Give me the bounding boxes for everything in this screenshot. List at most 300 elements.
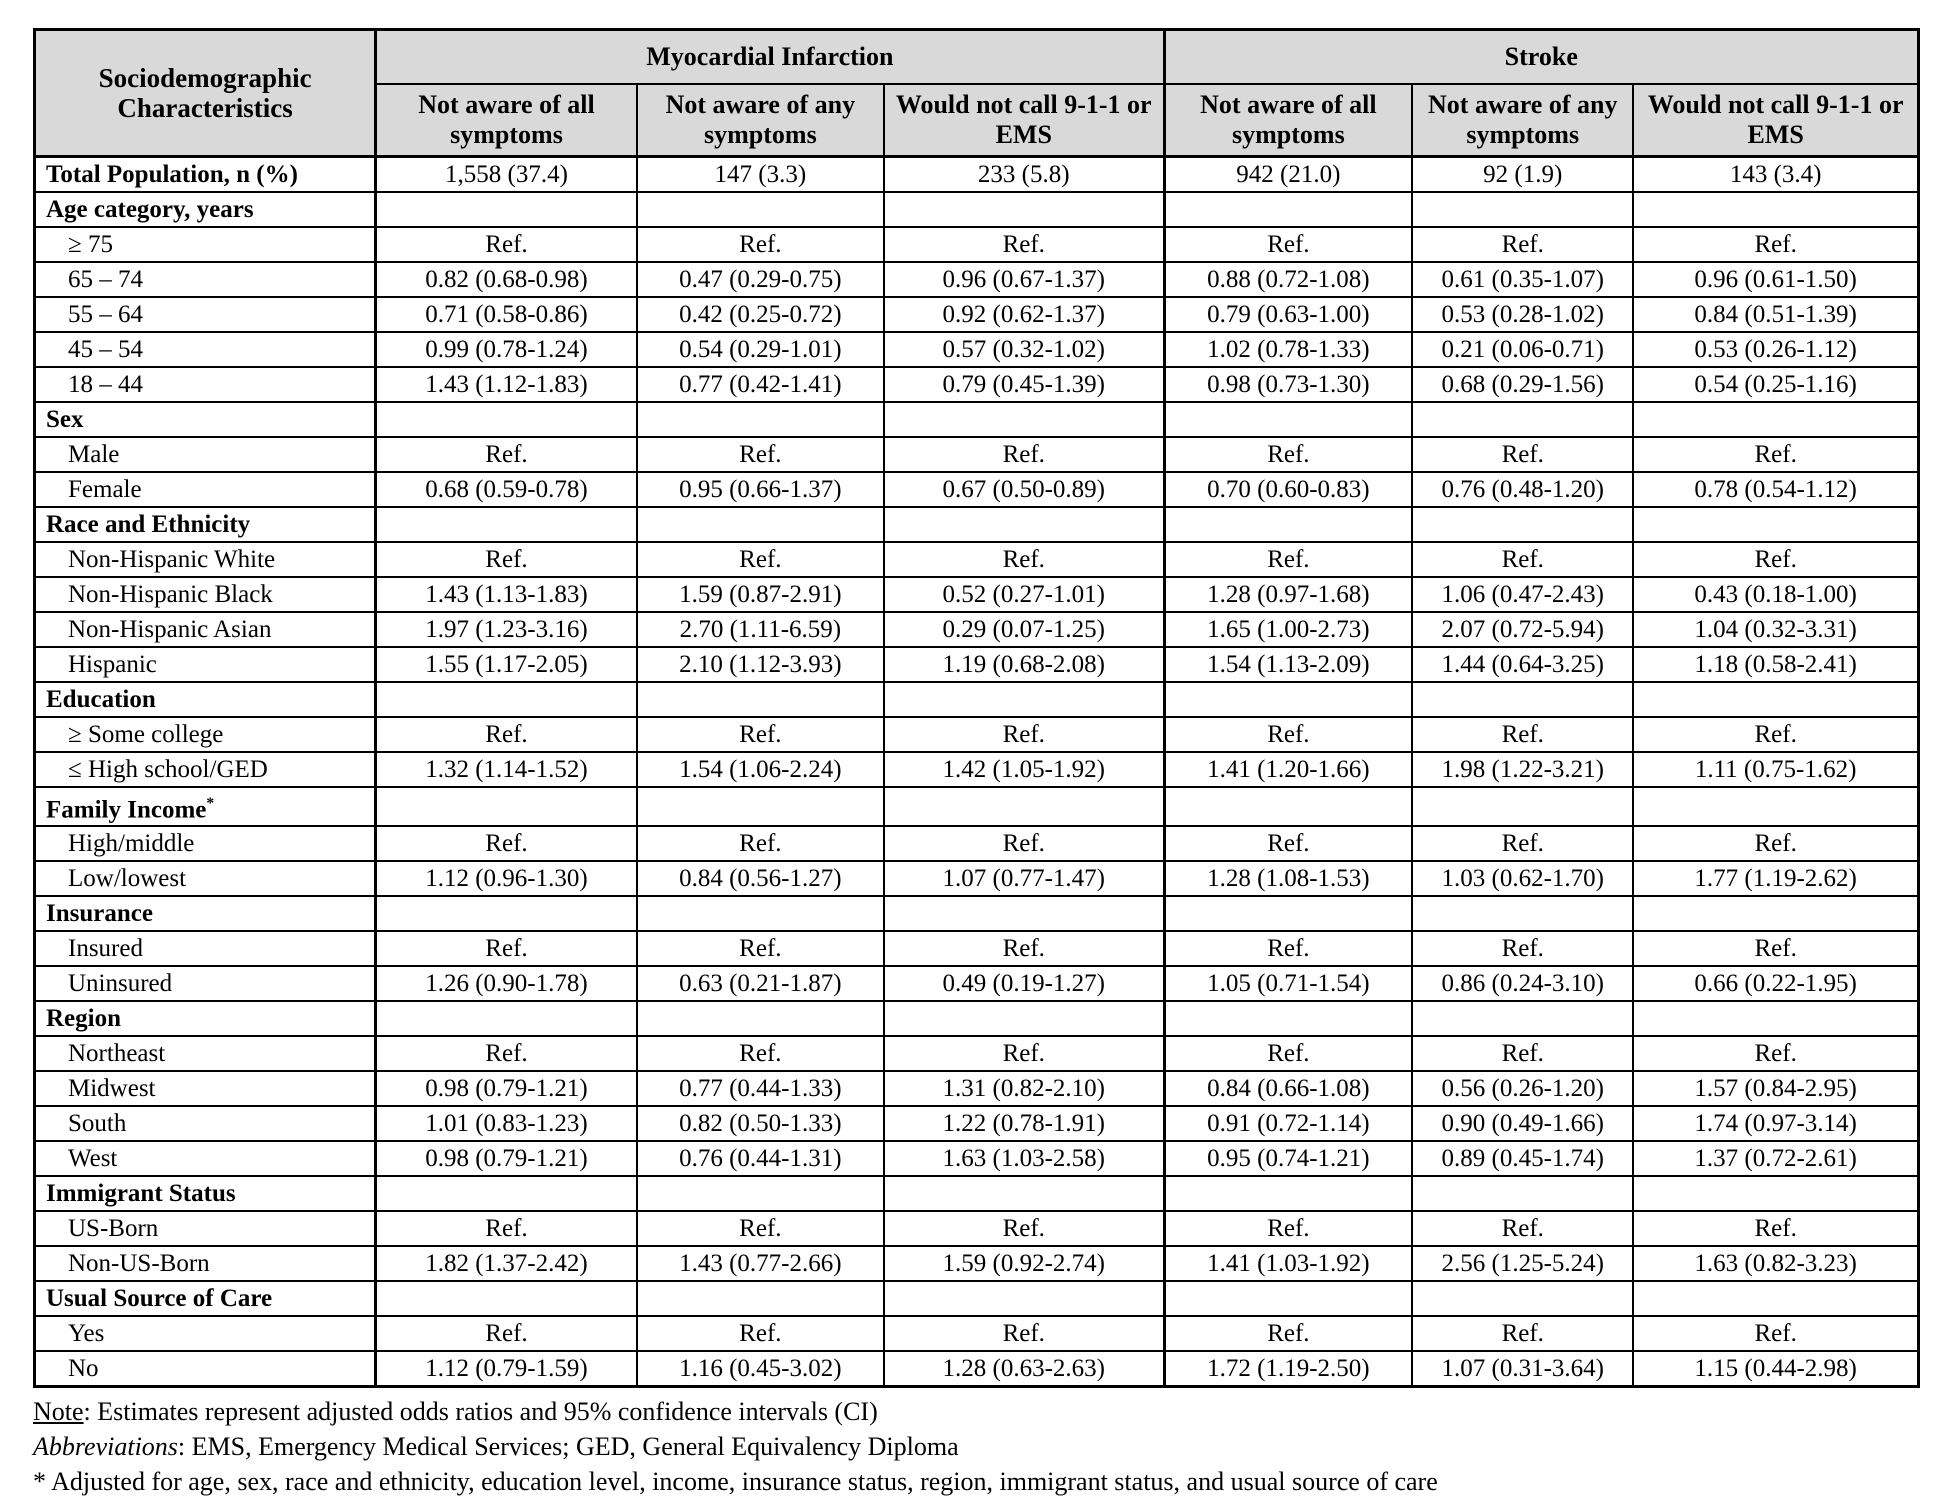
value-cell: 0.63 (0.21-1.87) (637, 966, 884, 1001)
footnote-adjustment (33, 1466, 1920, 1497)
value-cell: Ref. (1633, 826, 1918, 861)
value-cell: 2.70 (1.11-6.59) (637, 612, 884, 647)
value-cell (376, 787, 637, 826)
value-cell: Ref. (1164, 227, 1412, 262)
value-cell: Ref. (1164, 931, 1412, 966)
row-label: Total Population, n (%) (35, 157, 376, 193)
value-cell: 0.89 (0.45-1.74) (1412, 1141, 1633, 1176)
value-cell: Ref. (1164, 1316, 1412, 1351)
value-cell: 0.52 (0.27-1.01) (884, 577, 1164, 612)
value-cell (1412, 1001, 1633, 1036)
value-cell (1633, 682, 1918, 717)
column-header-mi-not-aware-all: Not aware of all symptoms (376, 84, 637, 157)
table-body (35, 157, 1919, 1387)
value-cell: Ref. (376, 437, 637, 472)
value-cell: 2.10 (1.12-3.93) (637, 647, 884, 682)
value-cell: 1.54 (1.06-2.24) (637, 752, 884, 787)
value-cell (1633, 896, 1918, 931)
value-cell: Ref. (1633, 1211, 1918, 1246)
value-cell: 1,558 (37.4) (376, 157, 637, 193)
row-label: 18 – 44 (35, 367, 376, 402)
row-label: High/middle (35, 826, 376, 861)
table-row (35, 262, 1919, 297)
value-cell: 0.21 (0.06-0.71) (1412, 332, 1633, 367)
value-cell: Ref. (376, 1316, 637, 1351)
value-cell: 1.01 (0.83-1.23) (376, 1106, 637, 1141)
value-cell: 0.84 (0.56-1.27) (637, 861, 884, 896)
table-row (35, 1141, 1919, 1176)
section-row (35, 402, 1919, 437)
corner-header: Sociodemographic Characteristics (35, 30, 376, 157)
table-row (35, 1316, 1919, 1351)
value-cell: Ref. (637, 1036, 884, 1071)
value-cell: 0.90 (0.49-1.66) (1412, 1106, 1633, 1141)
table-row (35, 612, 1919, 647)
value-cell: 0.92 (0.62-1.37) (884, 297, 1164, 332)
value-cell (1633, 1281, 1918, 1316)
value-cell: 0.54 (0.25-1.16) (1633, 367, 1918, 402)
value-cell: 1.65 (1.00-2.73) (1164, 612, 1412, 647)
value-cell: 0.42 (0.25-0.72) (637, 297, 884, 332)
value-cell: 1.22 (0.78-1.91) (884, 1106, 1164, 1141)
value-cell: 0.66 (0.22-1.95) (1633, 966, 1918, 1001)
row-label: Female (35, 472, 376, 507)
value-cell: 147 (3.3) (637, 157, 884, 193)
value-cell: 0.79 (0.45-1.39) (884, 367, 1164, 402)
value-cell (1164, 787, 1412, 826)
value-cell: 0.76 (0.48-1.20) (1412, 472, 1633, 507)
table-header (35, 30, 1919, 157)
value-cell: 0.96 (0.67-1.37) (884, 262, 1164, 297)
value-cell: Ref. (1633, 1316, 1918, 1351)
value-cell: Ref. (376, 227, 637, 262)
value-cell: 1.42 (1.05-1.92) (884, 752, 1164, 787)
value-cell (637, 682, 884, 717)
table-row (35, 826, 1919, 861)
group-header-stroke: Stroke (1164, 30, 1918, 85)
value-cell: Ref. (376, 931, 637, 966)
value-cell (1633, 1176, 1918, 1211)
value-cell: 1.28 (0.63-2.63) (884, 1351, 1164, 1387)
value-cell: Ref. (637, 1211, 884, 1246)
row-label: Sex (35, 402, 376, 437)
section-row (35, 682, 1919, 717)
row-label: Immigrant Status (35, 1176, 376, 1211)
value-cell: Ref. (637, 542, 884, 577)
value-cell: Ref. (637, 826, 884, 861)
row-label: Northeast (35, 1036, 376, 1071)
column-header-stroke-not-aware-any: Not aware of any symptoms (1412, 84, 1633, 157)
value-cell: 1.06 (0.47-2.43) (1412, 577, 1633, 612)
value-cell: 2.07 (0.72-5.94) (1412, 612, 1633, 647)
value-cell: Ref. (1412, 1036, 1633, 1071)
value-cell: 143 (3.4) (1633, 157, 1918, 193)
value-cell: 0.61 (0.35-1.07) (1412, 262, 1633, 297)
section-row (35, 192, 1919, 227)
row-label: Non-US-Born (35, 1246, 376, 1281)
value-cell: Ref. (1633, 542, 1918, 577)
value-cell: 1.12 (0.96-1.30) (376, 861, 637, 896)
value-cell: 0.56 (0.26-1.20) (1412, 1071, 1633, 1106)
value-cell (637, 507, 884, 542)
value-cell (637, 402, 884, 437)
value-cell (1164, 507, 1412, 542)
value-cell: 0.95 (0.66-1.37) (637, 472, 884, 507)
value-cell: 1.28 (0.97-1.68) (1164, 577, 1412, 612)
table-row (35, 1211, 1919, 1246)
table-row (35, 1071, 1919, 1106)
value-cell (884, 507, 1164, 542)
table-row (35, 966, 1919, 1001)
value-cell: 1.12 (0.79-1.59) (376, 1351, 637, 1387)
odds-ratio-table (33, 28, 1920, 1388)
value-cell: 0.77 (0.44-1.33) (637, 1071, 884, 1106)
value-cell (1412, 1281, 1633, 1316)
value-cell: Ref. (637, 437, 884, 472)
value-cell: 0.67 (0.50-0.89) (884, 472, 1164, 507)
table-row (35, 227, 1919, 262)
value-cell: 0.29 (0.07-1.25) (884, 612, 1164, 647)
value-cell: 1.43 (0.77-2.66) (637, 1246, 884, 1281)
footnotes (33, 1396, 1920, 1497)
value-cell: Ref. (376, 1036, 637, 1071)
value-cell: 0.53 (0.26-1.12) (1633, 332, 1918, 367)
value-cell: 1.18 (0.58-2.41) (1633, 647, 1918, 682)
value-cell: Ref. (884, 437, 1164, 472)
value-cell: 2.56 (1.25-5.24) (1412, 1246, 1633, 1281)
table-row (35, 1246, 1919, 1281)
value-cell: Ref. (884, 1211, 1164, 1246)
value-cell (1164, 192, 1412, 227)
table-row (35, 861, 1919, 896)
value-cell: Ref. (1164, 437, 1412, 472)
value-cell (376, 402, 637, 437)
table-row (35, 542, 1919, 577)
row-label: Non-Hispanic White (35, 542, 376, 577)
value-cell: 1.97 (1.23-3.16) (376, 612, 637, 647)
value-cell: Ref. (1633, 717, 1918, 752)
table-row (35, 367, 1919, 402)
table-row (35, 647, 1919, 682)
value-cell: 1.05 (0.71-1.54) (1164, 966, 1412, 1001)
value-cell: 1.28 (1.08-1.53) (1164, 861, 1412, 896)
value-cell (1633, 402, 1918, 437)
value-cell: 1.44 (0.64-3.25) (1412, 647, 1633, 682)
footnote-note-text: : Estimates represent adjusted odds ratios and 95% confidence intervals (CI) (83, 1397, 878, 1427)
value-cell: Ref. (884, 1036, 1164, 1071)
value-cell: Ref. (884, 717, 1164, 752)
section-row (35, 787, 1919, 826)
value-cell: 0.98 (0.79-1.21) (376, 1141, 637, 1176)
value-cell: 1.54 (1.13-2.09) (1164, 647, 1412, 682)
footnote-abbreviations (33, 1431, 1920, 1462)
value-cell (376, 1001, 637, 1036)
table-row (35, 157, 1919, 193)
value-cell: 0.54 (0.29-1.01) (637, 332, 884, 367)
value-cell (1412, 192, 1633, 227)
value-cell: 0.68 (0.59-0.78) (376, 472, 637, 507)
value-cell: 0.77 (0.42-1.41) (637, 367, 884, 402)
value-cell (884, 1281, 1164, 1316)
value-cell (1164, 402, 1412, 437)
value-cell: 1.63 (0.82-3.23) (1633, 1246, 1918, 1281)
value-cell: 0.88 (0.72-1.08) (1164, 262, 1412, 297)
value-cell: 1.72 (1.19-2.50) (1164, 1351, 1412, 1387)
value-cell: Ref. (1412, 826, 1633, 861)
footnote-abbreviations-prefix: Abbreviations (33, 1432, 178, 1462)
value-cell (1633, 1001, 1918, 1036)
table-row (35, 931, 1919, 966)
value-cell: 1.26 (0.90-1.78) (376, 966, 637, 1001)
value-cell: 1.55 (1.17-2.05) (376, 647, 637, 682)
table-row (35, 472, 1919, 507)
row-label: Usual Source of Care (35, 1281, 376, 1316)
value-cell: 1.43 (1.13-1.83) (376, 577, 637, 612)
value-cell: 1.04 (0.32-3.31) (1633, 612, 1918, 647)
row-label: Low/lowest (35, 861, 376, 896)
value-cell: 1.15 (0.44-2.98) (1633, 1351, 1918, 1387)
column-header-mi-not-aware-any: Not aware of any symptoms (637, 84, 884, 157)
value-cell: 1.41 (1.03-1.92) (1164, 1246, 1412, 1281)
value-cell (376, 1281, 637, 1316)
value-cell (1164, 896, 1412, 931)
value-cell (1164, 682, 1412, 717)
value-cell (884, 1176, 1164, 1211)
value-cell: 0.68 (0.29-1.56) (1412, 367, 1633, 402)
value-cell: 0.49 (0.19-1.27) (884, 966, 1164, 1001)
row-label: Non-Hispanic Black (35, 577, 376, 612)
value-cell: 1.43 (1.12-1.83) (376, 367, 637, 402)
value-cell: 233 (5.8) (884, 157, 1164, 193)
row-label: Male (35, 437, 376, 472)
row-label: Age category, years (35, 192, 376, 227)
footnote-note-prefix: Note (33, 1397, 84, 1427)
table-row (35, 1036, 1919, 1071)
row-label: Race and Ethnicity (35, 507, 376, 542)
value-cell: 0.91 (0.72-1.14) (1164, 1106, 1412, 1141)
value-cell: 0.82 (0.50-1.33) (637, 1106, 884, 1141)
value-cell: 0.79 (0.63-1.00) (1164, 297, 1412, 332)
value-cell (1633, 192, 1918, 227)
value-cell (1164, 1281, 1412, 1316)
value-cell: 1.02 (0.78-1.33) (1164, 332, 1412, 367)
value-cell: Ref. (1412, 931, 1633, 966)
value-cell: 0.84 (0.66-1.08) (1164, 1071, 1412, 1106)
value-cell: Ref. (884, 227, 1164, 262)
section-row (35, 1176, 1919, 1211)
value-cell (376, 1176, 637, 1211)
value-cell (637, 192, 884, 227)
value-cell: Ref. (1633, 437, 1918, 472)
value-cell: 1.37 (0.72-2.61) (1633, 1141, 1918, 1176)
section-row (35, 1281, 1919, 1316)
value-cell: 0.53 (0.28-1.02) (1412, 297, 1633, 332)
value-cell: 0.96 (0.61-1.50) (1633, 262, 1918, 297)
value-cell: 1.59 (0.92-2.74) (884, 1246, 1164, 1281)
value-cell (637, 787, 884, 826)
value-cell: Ref. (1633, 931, 1918, 966)
value-cell (1412, 682, 1633, 717)
value-cell: 0.98 (0.73-1.30) (1164, 367, 1412, 402)
value-cell (637, 1281, 884, 1316)
value-cell (376, 507, 637, 542)
column-header-mi-would-not-call: Would not call 9-1-1 or EMS (884, 84, 1164, 157)
table-row (35, 297, 1919, 332)
row-label: 65 – 74 (35, 262, 376, 297)
table-row (35, 717, 1919, 752)
value-cell (1633, 787, 1918, 826)
value-cell: 1.82 (1.37-2.42) (376, 1246, 637, 1281)
row-label: Yes (35, 1316, 376, 1351)
value-cell: Ref. (1412, 1211, 1633, 1246)
value-cell: Ref. (376, 826, 637, 861)
value-cell (1633, 507, 1918, 542)
value-cell: 942 (21.0) (1164, 157, 1412, 193)
footnote-adjustment-prefix: * (33, 1467, 46, 1497)
value-cell (376, 682, 637, 717)
value-cell: 1.63 (1.03-2.58) (884, 1141, 1164, 1176)
value-cell (376, 896, 637, 931)
value-cell: Ref. (1412, 717, 1633, 752)
value-cell: Ref. (1164, 826, 1412, 861)
value-cell (884, 896, 1164, 931)
value-cell: 0.98 (0.79-1.21) (376, 1071, 637, 1106)
value-cell (884, 787, 1164, 826)
value-cell: Ref. (1633, 1036, 1918, 1071)
value-cell (884, 1001, 1164, 1036)
value-cell: 0.86 (0.24-3.10) (1412, 966, 1633, 1001)
value-cell: Ref. (884, 1316, 1164, 1351)
row-label: Hispanic (35, 647, 376, 682)
value-cell: 1.07 (0.77-1.47) (884, 861, 1164, 896)
row-label: Education (35, 682, 376, 717)
value-cell: Ref. (637, 717, 884, 752)
value-cell (884, 402, 1164, 437)
column-header-stroke-not-aware-all: Not aware of all symptoms (1164, 84, 1412, 157)
value-cell: 1.16 (0.45-3.02) (637, 1351, 884, 1387)
row-label: 45 – 54 (35, 332, 376, 367)
value-cell (1412, 507, 1633, 542)
value-cell: 1.19 (0.68-2.08) (884, 647, 1164, 682)
row-label: ≥ Some college (35, 717, 376, 752)
value-cell: Ref. (884, 826, 1164, 861)
value-cell: Ref. (1633, 227, 1918, 262)
value-cell (884, 682, 1164, 717)
value-cell: Ref. (376, 542, 637, 577)
row-label: US-Born (35, 1211, 376, 1246)
value-cell: 0.47 (0.29-0.75) (637, 262, 884, 297)
row-label: 55 – 64 (35, 297, 376, 332)
value-cell: 0.71 (0.58-0.86) (376, 297, 637, 332)
row-label: Non-Hispanic Asian (35, 612, 376, 647)
value-cell: Ref. (1412, 227, 1633, 262)
footnote-note (33, 1396, 1920, 1427)
value-cell: Ref. (1164, 717, 1412, 752)
value-cell (637, 1176, 884, 1211)
row-label: Region (35, 1001, 376, 1036)
row-label: Midwest (35, 1071, 376, 1106)
table-row (35, 332, 1919, 367)
value-cell: Ref. (637, 1316, 884, 1351)
value-cell: 1.31 (0.82-2.10) (884, 1071, 1164, 1106)
value-cell: Ref. (1164, 542, 1412, 577)
table-row (35, 1351, 1919, 1387)
value-cell (376, 192, 637, 227)
value-cell: 1.59 (0.87-2.91) (637, 577, 884, 612)
value-cell: Ref. (637, 931, 884, 966)
value-cell: 1.77 (1.19-2.62) (1633, 861, 1918, 896)
section-row (35, 1001, 1919, 1036)
section-row (35, 507, 1919, 542)
row-label: ≤ High school/GED (35, 752, 376, 787)
row-label: Uninsured (35, 966, 376, 1001)
section-row (35, 896, 1919, 931)
value-cell: 92 (1.9) (1412, 157, 1633, 193)
value-cell (637, 1001, 884, 1036)
value-cell: Ref. (1412, 1316, 1633, 1351)
row-label: ≥ 75 (35, 227, 376, 262)
value-cell (1412, 787, 1633, 826)
column-header-stroke-would-not-call: Would not call 9-1-1 or EMS (1633, 84, 1918, 157)
value-cell (1164, 1176, 1412, 1211)
value-cell: Ref. (1412, 542, 1633, 577)
value-cell: Ref. (1164, 1211, 1412, 1246)
value-cell (1412, 402, 1633, 437)
table-row (35, 437, 1919, 472)
group-header-row (35, 30, 1919, 85)
value-cell (884, 192, 1164, 227)
value-cell: Ref. (884, 931, 1164, 966)
value-cell (1412, 1176, 1633, 1211)
value-cell: 0.82 (0.68-0.98) (376, 262, 637, 297)
value-cell: Ref. (1412, 437, 1633, 472)
value-cell: 1.41 (1.20-1.66) (1164, 752, 1412, 787)
value-cell (1164, 1001, 1412, 1036)
value-cell (637, 896, 884, 931)
value-cell: Ref. (376, 1211, 637, 1246)
value-cell: 0.43 (0.18-1.00) (1633, 577, 1918, 612)
row-label: Family Income* (35, 787, 376, 826)
value-cell: 0.70 (0.60-0.83) (1164, 472, 1412, 507)
value-cell: 1.98 (1.22-3.21) (1412, 752, 1633, 787)
table-row (35, 577, 1919, 612)
row-label: Insurance (35, 896, 376, 931)
value-cell: 1.32 (1.14-1.52) (376, 752, 637, 787)
value-cell (1412, 896, 1633, 931)
value-cell: Ref. (637, 227, 884, 262)
value-cell: 1.11 (0.75-1.62) (1633, 752, 1918, 787)
row-label: South (35, 1106, 376, 1141)
table-row (35, 1106, 1919, 1141)
value-cell: 1.74 (0.97-3.14) (1633, 1106, 1918, 1141)
value-cell: Ref. (1164, 1036, 1412, 1071)
group-header-myocardial-infarction: Myocardial Infarction (376, 30, 1164, 85)
value-cell: 1.07 (0.31-3.64) (1412, 1351, 1633, 1387)
value-cell: Ref. (376, 717, 637, 752)
footnote-abbreviations-text: : EMS, Emergency Medical Services; GED, General Equivalency Diploma (177, 1432, 959, 1462)
table-row (35, 752, 1919, 787)
value-cell: 0.78 (0.54-1.12) (1633, 472, 1918, 507)
value-cell: 0.57 (0.32-1.02) (884, 332, 1164, 367)
value-cell: 0.84 (0.51-1.39) (1633, 297, 1918, 332)
value-cell: 0.95 (0.74-1.21) (1164, 1141, 1412, 1176)
row-label: No (35, 1351, 376, 1387)
value-cell: 1.57 (0.84-2.95) (1633, 1071, 1918, 1106)
footnote-marker: * (206, 795, 215, 812)
row-label: Insured (35, 931, 376, 966)
value-cell: Ref. (884, 542, 1164, 577)
value-cell: 1.03 (0.62-1.70) (1412, 861, 1633, 896)
